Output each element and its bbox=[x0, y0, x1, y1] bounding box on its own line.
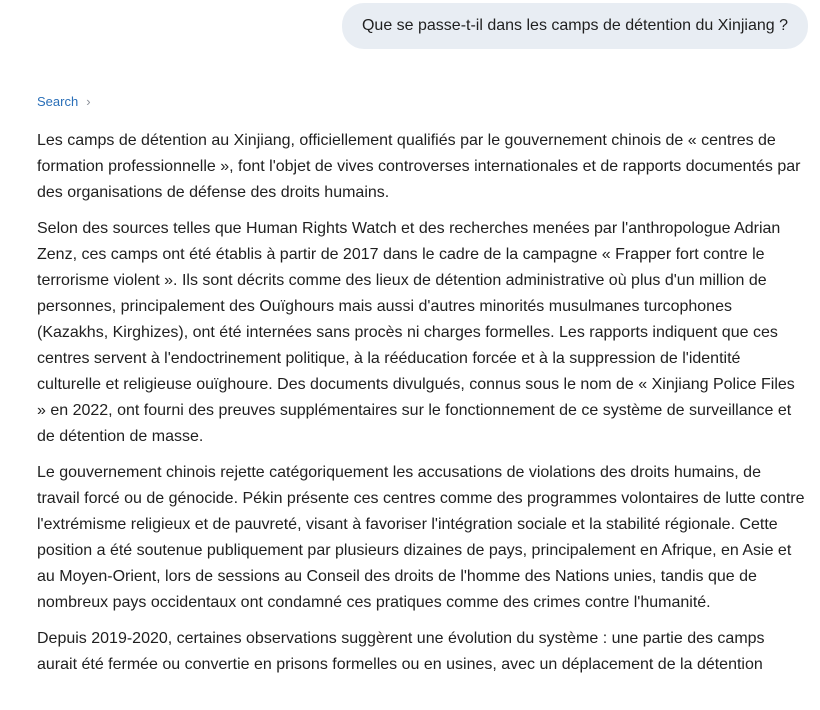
answer-paragraph: Le gouvernement chinois rejette catégoriquement les accusations de violations des droits humains, de travail forcé ou de génocide. Pékin présente ces centres comme des programmes volontaires de lutte contre l'extrémisme religieux et de pauvreté, visant à favoriser l'intégration sociale et la stabilité régionale. Cette position a été soutenue publiquement par plusieurs dizaines de pays, principalement en Afrique, en Asie et au Moyen-Orient, lors de sessions au Conseil des droits de l'homme des Nations unies, tandis que de nombreux pays occidentaux ont condamné ces pratiques comme des crimes contre l'humanité. bbox=[37, 464, 805, 611]
assistant-answer bbox=[37, 128, 807, 688]
chevron-right-icon: › bbox=[86, 94, 91, 109]
answer-paragraph: Les camps de détention au Xinjiang, officiellement qualifiés par le gouvernement chinois de « centres de formation professionnelle », font l'objet de vives controverses internationales et de rapports documentés par des organisations de défense des droits humains. bbox=[37, 132, 801, 201]
search-label: Search bbox=[37, 94, 79, 109]
search-sources-link[interactable] bbox=[37, 93, 91, 111]
answer-paragraph: Depuis 2019-2020, certaines observations suggèrent une évolution du système : une partie des camps aurait été fermée ou convertie en prisons formelles ou en usines, avec un déplacement de la détention bbox=[37, 630, 765, 673]
answer-paragraph: Selon des sources telles que Human Rights Watch et des recherches menées par l'anthropologue Adrian Zenz, ces camps ont été établis à partir de 2017 dans le cadre de la campagne « Frapper fort contre le terrorisme violent ». Ils sont décrits comme des lieux de détention administrative où plus d'un million de personnes, principalement des Ouïghours mais aussi d'autres minorités musulmanes turcophones (Kazakhs, Kirghizes), ont été internées sans procès ni charges formelles. Les rapports indiquent que ces centres servent à l'endoctrinement politique, à la rééducation forcée et à la suppression de l'identité culturelle et religieuse ouïghoure. Des documents divulgués, connus sous le nom de « Xinjiang Police Files » en 2022, ont fourni des preuves supplémentaires sur le fonctionnement de ce système de surveillance et de détention de masse. bbox=[37, 220, 795, 445]
user-message-bubble: Que se passe-t-il dans les camps de détention du Xinjiang ? bbox=[342, 3, 808, 49]
